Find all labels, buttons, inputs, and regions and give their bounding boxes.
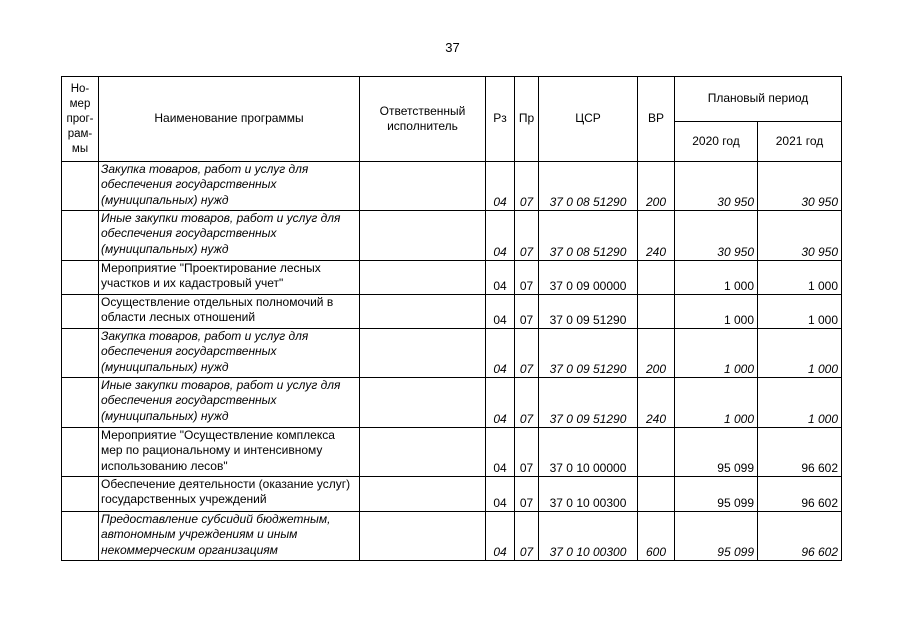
csr-cell: 37 0 08 51290	[539, 211, 638, 261]
rz-cell: 04	[486, 329, 515, 378]
number-cell	[62, 378, 99, 428]
amount-2021-cell: 1 000	[758, 295, 842, 329]
amount-2020-cell: 95 099	[675, 477, 758, 512]
amount-2020-cell: 1 000	[675, 295, 758, 329]
vr-cell: 200	[638, 329, 675, 378]
page-number: 37	[445, 40, 460, 55]
number-cell	[62, 162, 99, 211]
vr-cell	[638, 428, 675, 477]
executor-cell	[360, 162, 486, 211]
amount-2021-cell: 96 602	[758, 512, 842, 561]
executor-cell	[360, 261, 486, 295]
vr-cell	[638, 295, 675, 329]
executor-cell	[360, 512, 486, 561]
table-row	[62, 512, 842, 561]
amount-2021-cell: 30 950	[758, 162, 842, 211]
amount-2020-cell: 30 950	[675, 162, 758, 211]
header-year-2020: 2020 год	[675, 122, 758, 162]
program-name-cell: Закупка товаров, работ и услуг для обеспечения государственных (муниципальных) нужд	[99, 162, 360, 211]
amount-2021-cell: 1 000	[758, 261, 842, 295]
table-row	[62, 477, 842, 512]
rz-cell: 04	[486, 211, 515, 261]
executor-cell	[360, 295, 486, 329]
program-name-cell: Мероприятие "Проектирование лесных участков и их кадастровый учет"	[99, 261, 360, 295]
executor-cell	[360, 428, 486, 477]
number-cell	[62, 261, 99, 295]
table-row	[62, 295, 842, 329]
amount-2020-cell: 30 950	[675, 211, 758, 261]
pr-cell: 07	[515, 211, 539, 261]
number-cell	[62, 428, 99, 477]
program-name-cell: Предоставление субсидий бюджетным, автономным учреждениям и иным некоммерческим организациям	[99, 512, 360, 561]
rz-cell: 04	[486, 162, 515, 211]
rz-cell: 04	[486, 477, 515, 512]
table-row	[62, 162, 842, 211]
pr-cell: 07	[515, 512, 539, 561]
amount-2020-cell: 1 000	[675, 329, 758, 378]
amount-2020-cell: 95 099	[675, 512, 758, 561]
header-vr: ВР	[638, 77, 675, 162]
program-name-cell: Иные закупки товаров, работ и услуг для обеспечения государственных (муниципальных) нужд	[99, 378, 360, 428]
rz-cell: 04	[486, 295, 515, 329]
pr-cell: 07	[515, 378, 539, 428]
executor-cell	[360, 211, 486, 261]
pr-cell: 07	[515, 428, 539, 477]
amount-2021-cell: 1 000	[758, 329, 842, 378]
table-row	[62, 211, 842, 261]
csr-cell: 37 0 09 00000	[539, 261, 638, 295]
program-name-cell: Осуществление отдельных полномочий в области лесных отношений	[99, 295, 360, 329]
number-cell	[62, 512, 99, 561]
header-rz: Рз	[486, 77, 515, 162]
executor-cell	[360, 329, 486, 378]
pr-cell: 07	[515, 162, 539, 211]
header-planned-period: Плановый период	[675, 77, 842, 122]
program-name-cell: Иные закупки товаров, работ и услуг для обеспечения государственных (муниципальных) нужд	[99, 211, 360, 261]
table-row	[62, 261, 842, 295]
rz-cell: 04	[486, 428, 515, 477]
table-row	[62, 378, 842, 428]
pr-cell: 07	[515, 477, 539, 512]
rz-cell: 04	[486, 378, 515, 428]
vr-cell: 200	[638, 162, 675, 211]
program-name-cell: Обеспечение деятельности (оказание услуг) государственных учреждений	[99, 477, 360, 512]
csr-cell: 37 0 09 51290	[539, 378, 638, 428]
amount-2020-cell: 1 000	[675, 378, 758, 428]
pr-cell: 07	[515, 261, 539, 295]
amount-2021-cell: 96 602	[758, 428, 842, 477]
csr-cell: 37 0 10 00000	[539, 428, 638, 477]
number-cell	[62, 477, 99, 512]
rz-cell: 04	[486, 261, 515, 295]
amount-2021-cell: 30 950	[758, 211, 842, 261]
executor-cell	[360, 378, 486, 428]
amount-2020-cell: 95 099	[675, 428, 758, 477]
rz-cell: 04	[486, 512, 515, 561]
budget-table	[61, 76, 842, 561]
header-row-1	[62, 77, 842, 122]
program-name-cell: Мероприятие "Осуществление комплекса мер по рациональному и интенсивному использованию лесов"	[99, 428, 360, 477]
executor-cell	[360, 477, 486, 512]
pr-cell: 07	[515, 295, 539, 329]
vr-cell	[638, 477, 675, 512]
amount-2021-cell: 96 602	[758, 477, 842, 512]
csr-cell: 37 0 08 51290	[539, 162, 638, 211]
amount-2021-cell: 1 000	[758, 378, 842, 428]
vr-cell	[638, 261, 675, 295]
csr-cell: 37 0 09 51290	[539, 329, 638, 378]
vr-cell: 240	[638, 211, 675, 261]
table-row	[62, 428, 842, 477]
table-row	[62, 329, 842, 378]
header-csr: ЦСР	[539, 77, 638, 162]
header-number: Но- мер прог- рам- мы	[62, 77, 99, 162]
amount-2020-cell: 1 000	[675, 261, 758, 295]
number-cell	[62, 211, 99, 261]
csr-cell: 37 0 10 00300	[539, 512, 638, 561]
pr-cell: 07	[515, 329, 539, 378]
csr-cell: 37 0 10 00300	[539, 477, 638, 512]
header-pr: Пр	[515, 77, 539, 162]
csr-cell: 37 0 09 51290	[539, 295, 638, 329]
number-cell	[62, 295, 99, 329]
program-name-cell: Закупка товаров, работ и услуг для обеспечения государственных (муниципальных) нужд	[99, 329, 360, 378]
header-name: Наименование программы	[99, 77, 360, 162]
vr-cell: 240	[638, 378, 675, 428]
header-year-2021: 2021 год	[758, 122, 842, 162]
number-cell	[62, 329, 99, 378]
vr-cell: 600	[638, 512, 675, 561]
header-executor: Ответственный исполнитель	[360, 77, 486, 162]
